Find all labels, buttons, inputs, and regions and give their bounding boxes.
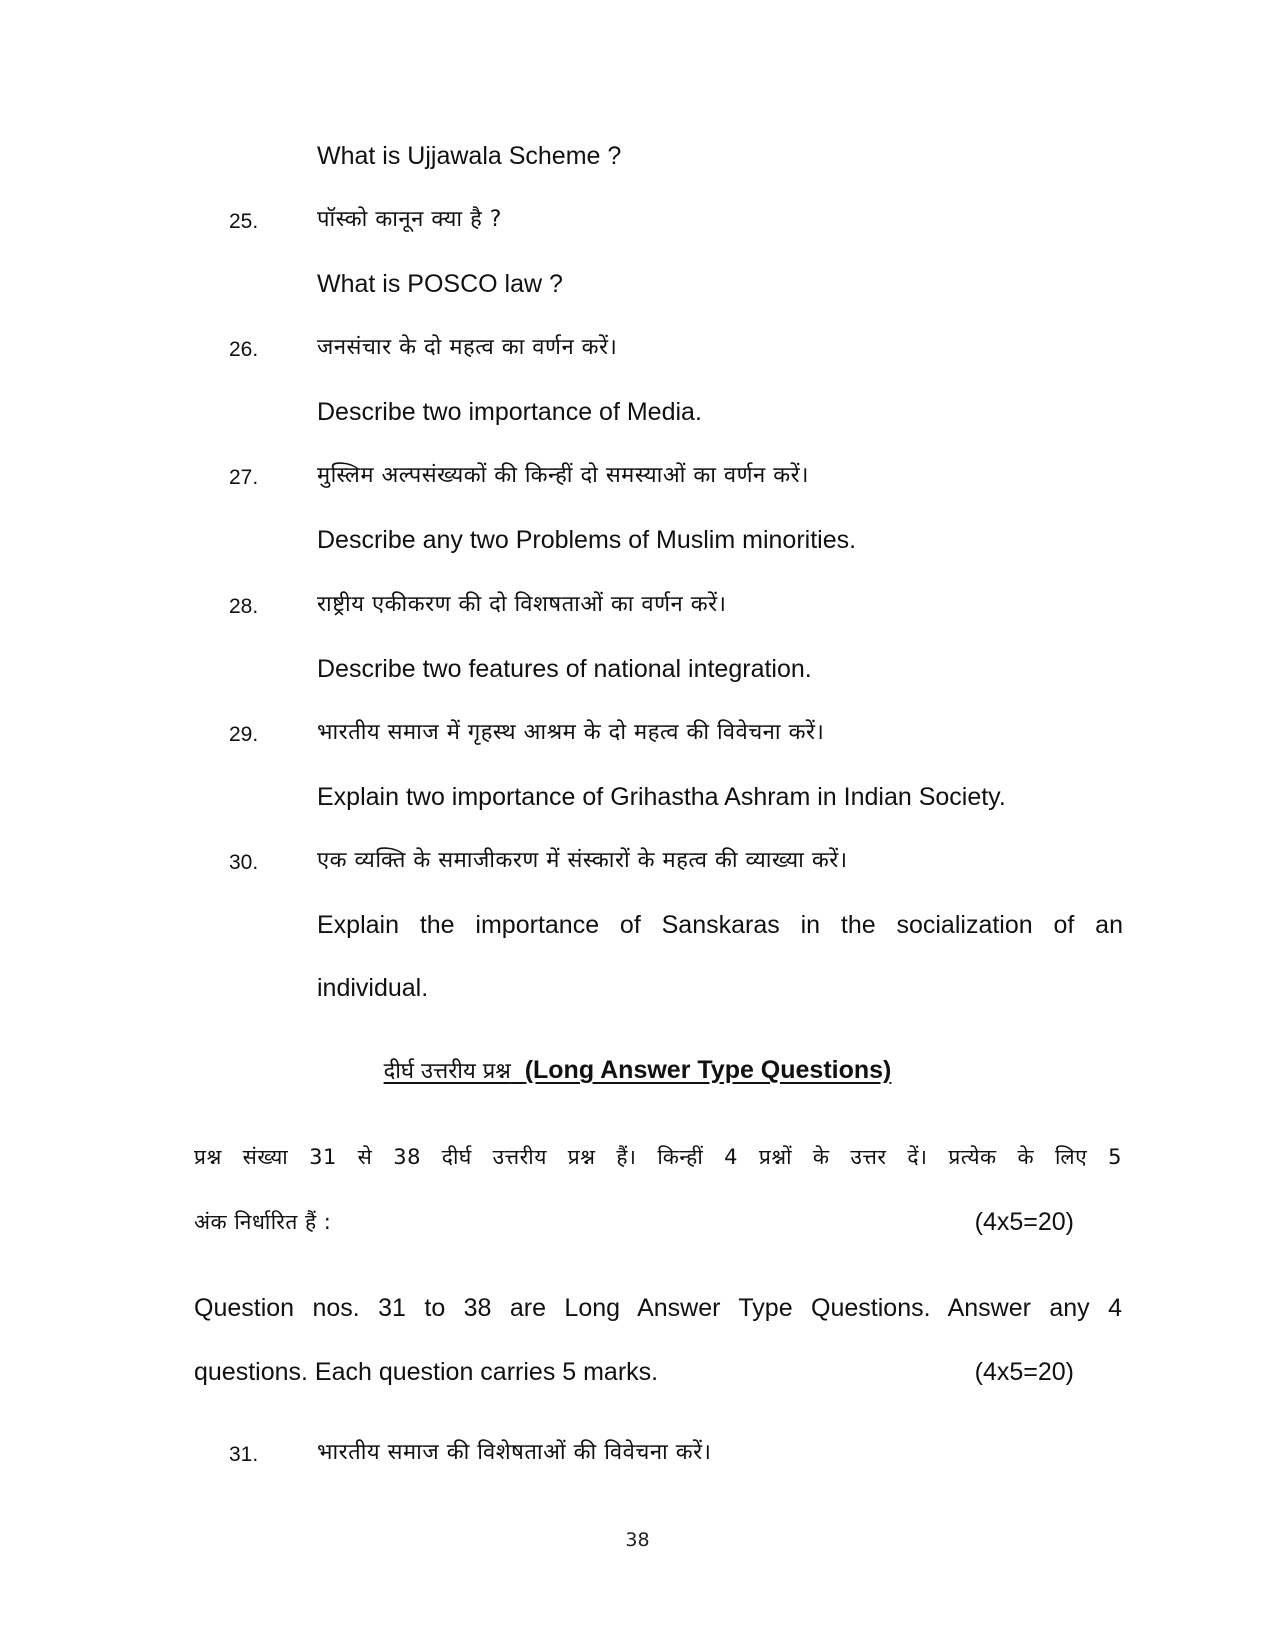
question-28-english: Describe two features of national integration. (317, 655, 812, 683)
marks-english: (4x5=20) (974, 1358, 1074, 1386)
section-heading-hindi: दीर्घ उत्तरीय प्रश्न (383, 1059, 511, 1084)
marks-hindi: (4x5=20) (974, 1208, 1074, 1236)
question-30-hindi: एक व्यक्ति के समाजीकरण में संस्कारों के महत्व की व्याख्या करें। (317, 848, 848, 873)
question-number-29: 29. (229, 723, 259, 746)
question-24-english: What is Ujjawala Scheme ? (317, 142, 622, 170)
question-25-english: What is POSCO law ? (317, 270, 563, 298)
instructions-hindi-line2: अंक निर्धारित हैं : (194, 1210, 332, 1234)
question-26-hindi: जनसंचार के दो महत्व का वर्णन करें। (317, 335, 618, 360)
instructions-hindi-line1: प्रश्न संख्या 31 से 38 दीर्घ उत्तरीय प्रश्न हैं। किन्हीं 4 प्रश्नों के उत्तर दें। प्रत्येक के लिए 5 (194, 1145, 1122, 1169)
instructions-english-line2: questions. Each question carries 5 marks. (194, 1358, 659, 1386)
question-30-english-line1: Explain the importance of Sanskaras in the socialization of an (317, 911, 1123, 939)
question-25-hindi: पॉस्को कानून क्या है ? (317, 207, 502, 232)
question-31-hindi: भारतीय समाज की विशेषताओं की विवेचना करें। (317, 1440, 712, 1465)
section-heading-english: (Long Answer Type Questions) (524, 1056, 892, 1084)
question-number-26: 26. (229, 338, 259, 361)
question-30-english-line2: individual. (317, 974, 429, 1002)
question-number-30: 30. (229, 851, 259, 874)
question-number-31: 31. (229, 1443, 259, 1466)
instructions-english-line1: Question nos. 31 to 38 are Long Answer Type Questions. Answer any 4 (194, 1294, 1122, 1322)
question-number-27: 27. (229, 466, 259, 489)
question-27-english: Describe any two Problems of Muslim minorities. (317, 526, 857, 554)
section-heading (0, 1055, 1275, 1087)
question-28-hindi: राष्ट्रीय एकीकरण की दो विशषताओं का वर्णन करें। (317, 592, 727, 617)
question-29-hindi: भारतीय समाज में गृहस्थ आश्रम के दो महत्व की विवेचना करें। (317, 720, 825, 745)
question-29-english: Explain two importance of Grihastha Ashram in Indian Society. (317, 783, 1006, 811)
page-number: 38 (625, 1529, 650, 1551)
question-number-25: 25. (229, 210, 259, 233)
question-number-28: 28. (229, 595, 259, 618)
question-27-hindi: मुस्लिम अल्पसंख्यकों की किन्हीं दो समस्याओं का वर्णन करें। (317, 463, 809, 488)
question-26-english: Describe two importance of Media. (317, 398, 702, 426)
